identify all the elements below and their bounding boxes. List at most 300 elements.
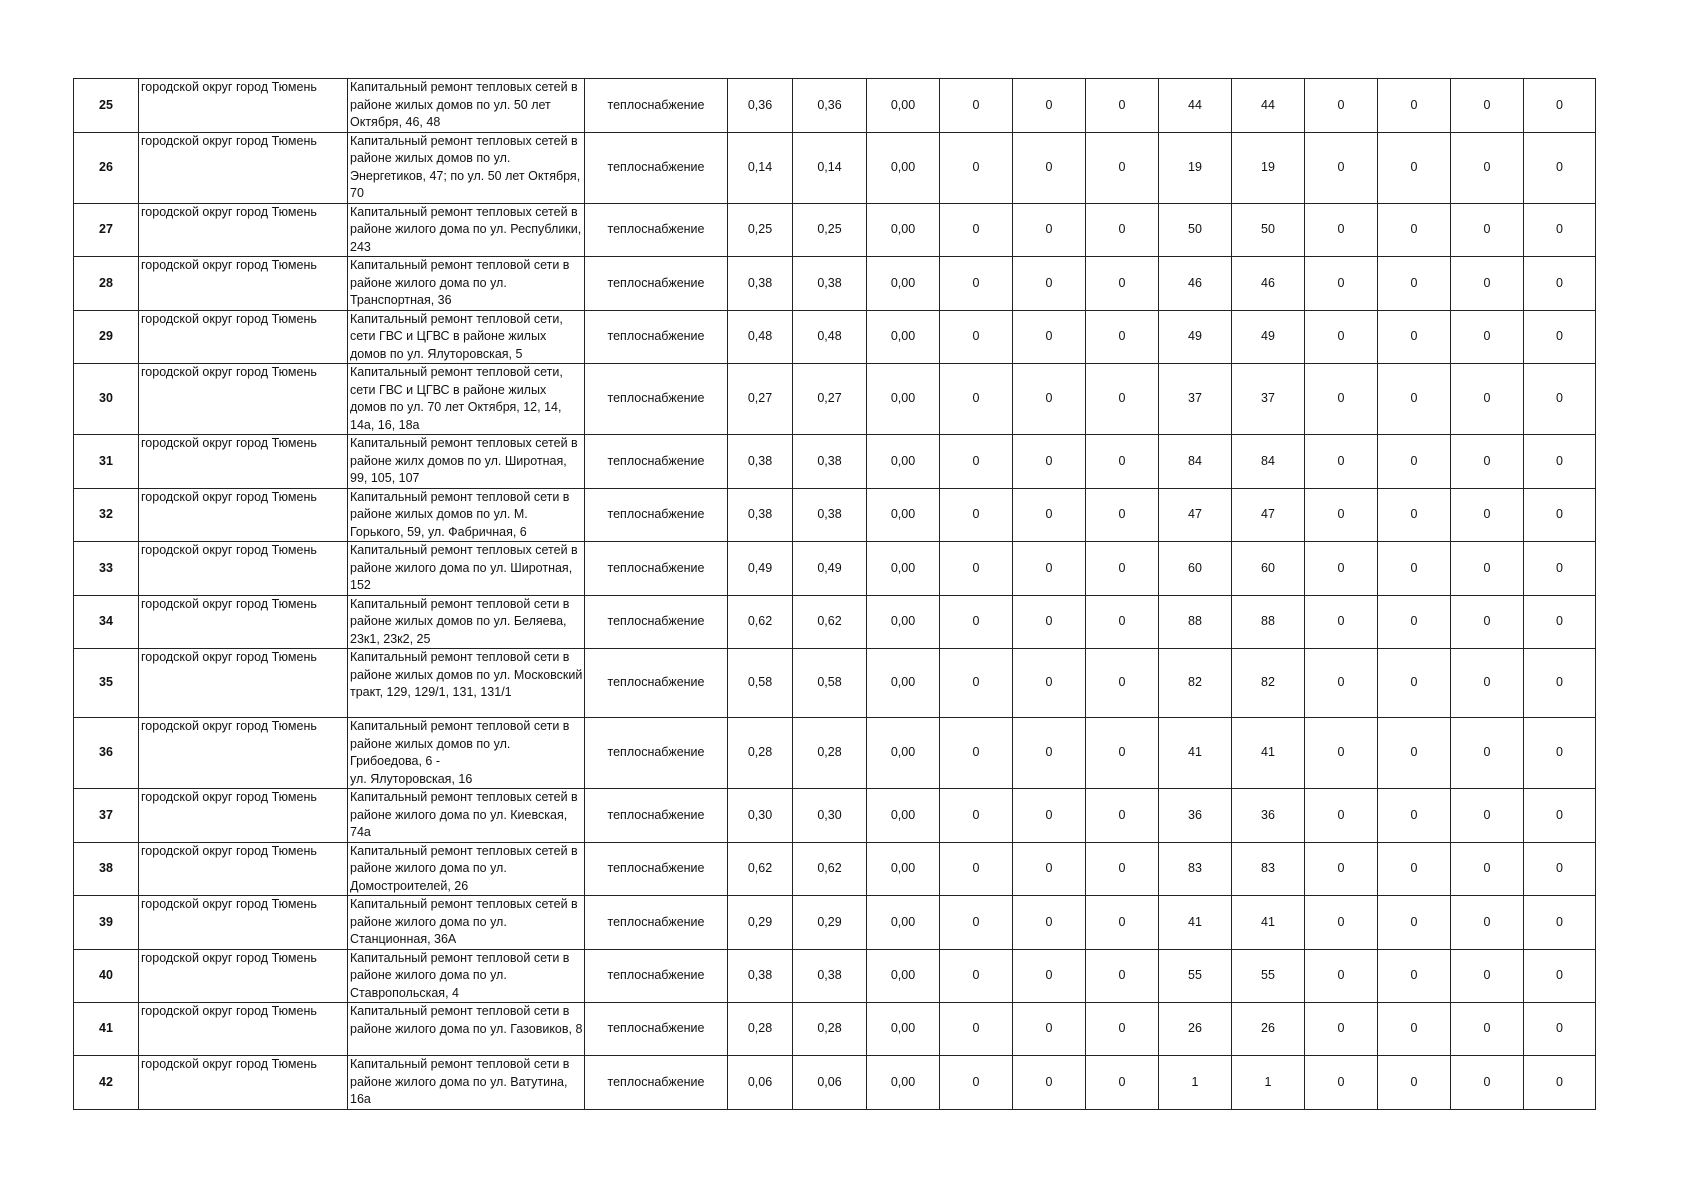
table-row — [74, 789, 1596, 843]
value-cell: 0 — [1524, 595, 1596, 649]
value-cell: 0 — [1086, 435, 1159, 489]
value-cell: 0,38 — [728, 949, 793, 1003]
value-cell: 0 — [1086, 257, 1159, 311]
table-row — [74, 488, 1596, 542]
value-cell: 0 — [940, 718, 1013, 789]
municipality-cell: городской округ город Тюмень — [139, 364, 348, 435]
row-number-cell: 36 — [74, 718, 139, 789]
value-cell: 0,30 — [793, 789, 867, 843]
value-cell: 0 — [1305, 718, 1378, 789]
table-row — [74, 310, 1596, 364]
value-cell: 44 — [1232, 79, 1305, 133]
value-cell: 0,36 — [793, 79, 867, 133]
value-cell: 0,29 — [793, 896, 867, 950]
value-cell: 0 — [940, 364, 1013, 435]
table-body — [74, 79, 1596, 1110]
value-cell: 46 — [1159, 257, 1232, 311]
work-type-cell: теплоснабжение — [585, 789, 728, 843]
value-cell: 36 — [1232, 789, 1305, 843]
value-cell: 0 — [1013, 896, 1086, 950]
value-cell: 0,38 — [728, 435, 793, 489]
value-cell: 84 — [1232, 435, 1305, 489]
value-cell: 60 — [1159, 542, 1232, 596]
value-cell: 1 — [1159, 1056, 1232, 1110]
table-row — [74, 649, 1596, 718]
value-cell: 0 — [1378, 435, 1451, 489]
value-cell: 0 — [1451, 896, 1524, 950]
value-cell: 0,58 — [728, 649, 793, 718]
description-cell: Капитальный ремонт тепловых сетей в районе жилх домов по ул. Широтная, 99, 105, 107 — [348, 435, 585, 489]
value-cell: 26 — [1159, 1003, 1232, 1056]
value-cell: 0,06 — [728, 1056, 793, 1110]
value-cell: 0 — [940, 1003, 1013, 1056]
value-cell: 0 — [1013, 718, 1086, 789]
municipality-cell: городской округ город Тюмень — [139, 1003, 348, 1056]
value-cell: 0 — [1378, 1003, 1451, 1056]
value-cell: 88 — [1159, 595, 1232, 649]
value-cell: 0,38 — [793, 949, 867, 1003]
municipality-cell: городской округ город Тюмень — [139, 949, 348, 1003]
table-row — [74, 896, 1596, 950]
value-cell: 0 — [1013, 364, 1086, 435]
value-cell: 0 — [1013, 542, 1086, 596]
value-cell: 0 — [1451, 1056, 1524, 1110]
table-row — [74, 718, 1596, 789]
value-cell: 0 — [1524, 896, 1596, 950]
table-row — [74, 435, 1596, 489]
municipality-cell: городской округ город Тюмень — [139, 310, 348, 364]
value-cell: 0 — [1524, 842, 1596, 896]
value-cell: 0,62 — [728, 842, 793, 896]
description-cell: Капитальный ремонт тепловых сетей в районе жилого дома по ул. Киевская, 74а — [348, 789, 585, 843]
value-cell: 0 — [1013, 649, 1086, 718]
work-type-cell: теплоснабжение — [585, 1056, 728, 1110]
work-type-cell: теплоснабжение — [585, 257, 728, 311]
description-cell: Капитальный ремонт тепловых сетей в районе жилых домов по ул. 50 лет Октября, 46, 48 — [348, 79, 585, 133]
description-cell: Капитальный ремонт тепловой сети, сети ГВС и ЦГВС в районе жилых домов по ул. 70 лет Октября, 12, 14, 14а, 16, 18а — [348, 364, 585, 435]
value-cell: 0 — [1086, 896, 1159, 950]
value-cell: 0,00 — [867, 842, 940, 896]
description-cell: Капитальный ремонт тепловой сети в районе жилого дома по ул. Газовиков, 8 — [348, 1003, 585, 1056]
value-cell: 41 — [1159, 718, 1232, 789]
value-cell: 0 — [940, 595, 1013, 649]
value-cell: 0 — [1378, 542, 1451, 596]
value-cell: 0 — [1451, 310, 1524, 364]
value-cell: 0 — [1451, 649, 1524, 718]
value-cell: 0 — [940, 132, 1013, 203]
value-cell: 0 — [1013, 435, 1086, 489]
value-cell: 0 — [1305, 649, 1378, 718]
value-cell: 0,49 — [793, 542, 867, 596]
table-row — [74, 542, 1596, 596]
value-cell: 0 — [1524, 649, 1596, 718]
value-cell: 41 — [1159, 896, 1232, 950]
table-row — [74, 1056, 1596, 1110]
value-cell: 46 — [1232, 257, 1305, 311]
value-cell: 41 — [1232, 896, 1305, 950]
value-cell: 0 — [1086, 542, 1159, 596]
value-cell: 0 — [1378, 842, 1451, 896]
row-number-cell: 30 — [74, 364, 139, 435]
value-cell: 0 — [1305, 789, 1378, 843]
table-row — [74, 132, 1596, 203]
value-cell: 0 — [1013, 842, 1086, 896]
description-cell: Капитальный ремонт тепловой сети в районе жилых домов по ул. Грибоедова, 6 - ул. Ялуторовская, 16 — [348, 718, 585, 789]
value-cell: 0,27 — [793, 364, 867, 435]
value-cell: 0 — [1378, 79, 1451, 133]
value-cell: 0 — [1378, 595, 1451, 649]
value-cell: 0 — [1451, 257, 1524, 311]
value-cell: 36 — [1159, 789, 1232, 843]
work-type-cell: теплоснабжение — [585, 1003, 728, 1056]
value-cell: 0 — [1013, 595, 1086, 649]
municipality-cell: городской округ город Тюмень — [139, 79, 348, 133]
value-cell: 0,00 — [867, 789, 940, 843]
value-cell: 0 — [1451, 718, 1524, 789]
value-cell: 0 — [1305, 310, 1378, 364]
description-cell: Капитальный ремонт тепловой сети в районе жилых домов по ул. Беляева, 23к1, 23к2, 25 — [348, 595, 585, 649]
value-cell: 0 — [1451, 949, 1524, 1003]
value-cell: 0 — [1086, 842, 1159, 896]
description-cell: Капитальный ремонт тепловой сети в районе жилого дома по ул. Ватутина, 16а — [348, 1056, 585, 1110]
value-cell: 0 — [1524, 257, 1596, 311]
description-cell: Капитальный ремонт тепловой сети, сети ГВС и ЦГВС в районе жилых домов по ул. Ялуторовская, 5 — [348, 310, 585, 364]
row-number-cell: 29 — [74, 310, 139, 364]
municipality-cell: городской округ город Тюмень — [139, 718, 348, 789]
value-cell: 0 — [1524, 718, 1596, 789]
value-cell: 0,25 — [793, 203, 867, 257]
value-cell: 0,30 — [728, 789, 793, 843]
municipality-cell: городской округ город Тюмень — [139, 132, 348, 203]
value-cell: 37 — [1232, 364, 1305, 435]
value-cell: 44 — [1159, 79, 1232, 133]
value-cell: 0 — [940, 79, 1013, 133]
value-cell: 0 — [940, 949, 1013, 1003]
value-cell: 0 — [1013, 789, 1086, 843]
value-cell: 0,00 — [867, 364, 940, 435]
work-type-cell: теплоснабжение — [585, 542, 728, 596]
value-cell: 0 — [1378, 718, 1451, 789]
work-type-cell: теплоснабжение — [585, 132, 728, 203]
value-cell: 0 — [1378, 1056, 1451, 1110]
value-cell: 0,00 — [867, 488, 940, 542]
value-cell: 0 — [1524, 435, 1596, 489]
value-cell: 0 — [1013, 1003, 1086, 1056]
value-cell: 0 — [1013, 203, 1086, 257]
value-cell: 0,25 — [728, 203, 793, 257]
value-cell: 0 — [1378, 488, 1451, 542]
value-cell: 0 — [1013, 310, 1086, 364]
value-cell: 0,62 — [793, 595, 867, 649]
value-cell: 0 — [1305, 542, 1378, 596]
value-cell: 0,38 — [728, 257, 793, 311]
value-cell: 0 — [1086, 718, 1159, 789]
document-page — [73, 78, 1595, 1110]
value-cell: 0,28 — [728, 718, 793, 789]
value-cell: 0,48 — [728, 310, 793, 364]
value-cell: 0,00 — [867, 949, 940, 1003]
work-type-cell: теплоснабжение — [585, 364, 728, 435]
value-cell: 0 — [1378, 896, 1451, 950]
value-cell: 0,29 — [728, 896, 793, 950]
value-cell: 0 — [1378, 257, 1451, 311]
value-cell: 55 — [1232, 949, 1305, 1003]
table-row — [74, 79, 1596, 133]
value-cell: 0 — [1013, 257, 1086, 311]
value-cell: 0,28 — [793, 1003, 867, 1056]
value-cell: 0 — [1013, 132, 1086, 203]
value-cell: 0,00 — [867, 649, 940, 718]
value-cell: 0 — [1451, 203, 1524, 257]
value-cell: 0 — [1305, 203, 1378, 257]
municipality-cell: городской округ город Тюмень — [139, 203, 348, 257]
value-cell: 0 — [1378, 310, 1451, 364]
description-cell: Капитальный ремонт тепловых сетей в районе жилого дома по ул. Станционная, 36А — [348, 896, 585, 950]
work-type-cell: теплоснабжение — [585, 595, 728, 649]
value-cell: 0,14 — [793, 132, 867, 203]
value-cell: 0 — [1086, 595, 1159, 649]
value-cell: 88 — [1232, 595, 1305, 649]
description-cell: Капитальный ремонт тепловой сети в районе жилых домов по ул. М. Горького, 59, ул. Фабричная, 6 — [348, 488, 585, 542]
value-cell: 0 — [1086, 364, 1159, 435]
description-cell: Капитальный ремонт тепловых сетей в районе жилого дома по ул. Широтная, 152 — [348, 542, 585, 596]
row-number-cell: 32 — [74, 488, 139, 542]
value-cell: 0 — [940, 257, 1013, 311]
row-number-cell: 35 — [74, 649, 139, 718]
value-cell: 0 — [1013, 949, 1086, 1003]
value-cell: 0,00 — [867, 896, 940, 950]
value-cell: 0 — [1305, 842, 1378, 896]
table-row — [74, 1003, 1596, 1056]
value-cell: 0 — [1524, 364, 1596, 435]
value-cell: 50 — [1159, 203, 1232, 257]
value-cell: 0 — [1451, 789, 1524, 843]
value-cell: 0,00 — [867, 132, 940, 203]
value-cell: 0 — [1378, 132, 1451, 203]
value-cell: 49 — [1159, 310, 1232, 364]
row-number-cell: 25 — [74, 79, 139, 133]
table-row — [74, 203, 1596, 257]
value-cell: 0 — [1451, 595, 1524, 649]
row-number-cell: 33 — [74, 542, 139, 596]
description-cell: Капитальный ремонт тепловых сетей в районе жилых домов по ул. Энергетиков, 47; по ул. 50 лет Октября, 70 — [348, 132, 585, 203]
value-cell: 0,00 — [867, 257, 940, 311]
value-cell: 0,00 — [867, 1003, 940, 1056]
value-cell: 0 — [1378, 789, 1451, 843]
value-cell: 0 — [1086, 789, 1159, 843]
value-cell: 0,49 — [728, 542, 793, 596]
value-cell: 0 — [940, 1056, 1013, 1110]
row-number-cell: 41 — [74, 1003, 139, 1056]
value-cell: 0 — [1305, 364, 1378, 435]
value-cell: 0 — [1305, 1056, 1378, 1110]
works-table — [73, 78, 1596, 1110]
value-cell: 0 — [940, 789, 1013, 843]
value-cell: 0 — [1451, 542, 1524, 596]
municipality-cell: городской округ город Тюмень — [139, 435, 348, 489]
value-cell: 0 — [1086, 132, 1159, 203]
description-cell: Капитальный ремонт тепловой сети в районе жилого дома по ул. Ставропольская, 4 — [348, 949, 585, 1003]
value-cell: 0 — [1524, 949, 1596, 1003]
value-cell: 0 — [1378, 949, 1451, 1003]
value-cell: 0 — [940, 203, 1013, 257]
municipality-cell: городской округ город Тюмень — [139, 649, 348, 718]
value-cell: 47 — [1232, 488, 1305, 542]
value-cell: 0,36 — [728, 79, 793, 133]
value-cell: 0 — [1305, 595, 1378, 649]
table-row — [74, 595, 1596, 649]
work-type-cell: теплоснабжение — [585, 718, 728, 789]
value-cell: 0 — [1524, 310, 1596, 364]
value-cell: 0 — [1378, 649, 1451, 718]
value-cell: 0 — [1305, 896, 1378, 950]
value-cell: 0 — [1305, 132, 1378, 203]
value-cell: 0 — [940, 896, 1013, 950]
value-cell: 0 — [1086, 203, 1159, 257]
description-cell: Капитальный ремонт тепловых сетей в районе жилого дома по ул. Домостроителей, 26 — [348, 842, 585, 896]
value-cell: 0 — [940, 842, 1013, 896]
value-cell: 0,48 — [793, 310, 867, 364]
value-cell: 0,00 — [867, 310, 940, 364]
value-cell: 0 — [1451, 132, 1524, 203]
value-cell: 0,62 — [793, 842, 867, 896]
value-cell: 0 — [1451, 364, 1524, 435]
municipality-cell: городской округ город Тюмень — [139, 842, 348, 896]
value-cell: 0 — [940, 649, 1013, 718]
value-cell: 0 — [1378, 364, 1451, 435]
value-cell: 19 — [1159, 132, 1232, 203]
value-cell: 0 — [1524, 1056, 1596, 1110]
work-type-cell: теплоснабжение — [585, 435, 728, 489]
value-cell: 0 — [1451, 79, 1524, 133]
work-type-cell: теплоснабжение — [585, 310, 728, 364]
value-cell: 49 — [1232, 310, 1305, 364]
row-number-cell: 38 — [74, 842, 139, 896]
row-number-cell: 40 — [74, 949, 139, 1003]
municipality-cell: городской округ город Тюмень — [139, 595, 348, 649]
value-cell: 0 — [1013, 79, 1086, 133]
value-cell: 55 — [1159, 949, 1232, 1003]
description-cell: Капитальный ремонт тепловой сети в районе жилого дома по ул. Транспортная, 36 — [348, 257, 585, 311]
value-cell: 0 — [1086, 488, 1159, 542]
value-cell: 0,28 — [728, 1003, 793, 1056]
value-cell: 0 — [1524, 203, 1596, 257]
description-cell: Капитальный ремонт тепловой сети в районе жилых домов по ул. Московский тракт, 129, 129/1, 131, 131/1 — [348, 649, 585, 718]
value-cell: 0,38 — [793, 488, 867, 542]
value-cell: 0,38 — [793, 257, 867, 311]
table-row — [74, 257, 1596, 311]
table-row — [74, 364, 1596, 435]
value-cell: 0,00 — [867, 718, 940, 789]
row-number-cell: 27 — [74, 203, 139, 257]
value-cell: 0,06 — [793, 1056, 867, 1110]
municipality-cell: городской округ город Тюмень — [139, 257, 348, 311]
work-type-cell: теплоснабжение — [585, 949, 728, 1003]
value-cell: 0 — [1013, 488, 1086, 542]
value-cell: 41 — [1232, 718, 1305, 789]
row-number-cell: 34 — [74, 595, 139, 649]
value-cell: 0 — [1086, 649, 1159, 718]
value-cell: 0,00 — [867, 595, 940, 649]
work-type-cell: теплоснабжение — [585, 203, 728, 257]
value-cell: 37 — [1159, 364, 1232, 435]
work-type-cell: теплоснабжение — [585, 896, 728, 950]
value-cell: 0,14 — [728, 132, 793, 203]
row-number-cell: 28 — [74, 257, 139, 311]
municipality-cell: городской округ город Тюмень — [139, 1056, 348, 1110]
value-cell: 50 — [1232, 203, 1305, 257]
value-cell: 0 — [940, 488, 1013, 542]
value-cell: 0,00 — [867, 542, 940, 596]
value-cell: 0 — [1305, 949, 1378, 1003]
value-cell: 0 — [1451, 842, 1524, 896]
municipality-cell: городской округ город Тюмень — [139, 896, 348, 950]
work-type-cell: теплоснабжение — [585, 79, 728, 133]
value-cell: 1 — [1232, 1056, 1305, 1110]
value-cell: 0 — [1305, 79, 1378, 133]
value-cell: 0,00 — [867, 79, 940, 133]
description-cell: Капитальный ремонт тепловых сетей в районе жилого дома по ул. Республики, 243 — [348, 203, 585, 257]
value-cell: 0 — [1086, 1056, 1159, 1110]
row-number-cell: 42 — [74, 1056, 139, 1110]
value-cell: 0 — [1524, 789, 1596, 843]
value-cell: 0,00 — [867, 435, 940, 489]
value-cell: 19 — [1232, 132, 1305, 203]
value-cell: 0 — [1524, 79, 1596, 133]
value-cell: 0,58 — [793, 649, 867, 718]
value-cell: 84 — [1159, 435, 1232, 489]
value-cell: 0 — [1524, 132, 1596, 203]
value-cell: 0 — [1378, 203, 1451, 257]
value-cell: 0 — [1305, 488, 1378, 542]
municipality-cell: городской округ город Тюмень — [139, 542, 348, 596]
value-cell: 0 — [1524, 542, 1596, 596]
row-number-cell: 39 — [74, 896, 139, 950]
value-cell: 0 — [1086, 949, 1159, 1003]
municipality-cell: городской округ город Тюмень — [139, 488, 348, 542]
value-cell: 0,28 — [793, 718, 867, 789]
value-cell: 60 — [1232, 542, 1305, 596]
row-number-cell: 31 — [74, 435, 139, 489]
value-cell: 26 — [1232, 1003, 1305, 1056]
value-cell: 0 — [1086, 79, 1159, 133]
table-row — [74, 949, 1596, 1003]
value-cell: 0,00 — [867, 203, 940, 257]
value-cell: 0,27 — [728, 364, 793, 435]
value-cell: 0 — [1451, 488, 1524, 542]
municipality-cell: городской округ город Тюмень — [139, 789, 348, 843]
value-cell: 0 — [1305, 1003, 1378, 1056]
value-cell: 82 — [1232, 649, 1305, 718]
value-cell: 83 — [1159, 842, 1232, 896]
row-number-cell: 37 — [74, 789, 139, 843]
value-cell: 0 — [1524, 1003, 1596, 1056]
value-cell: 0 — [940, 310, 1013, 364]
value-cell: 0 — [1305, 435, 1378, 489]
value-cell: 0,00 — [867, 1056, 940, 1110]
value-cell: 47 — [1159, 488, 1232, 542]
value-cell: 0 — [1451, 435, 1524, 489]
value-cell: 0 — [940, 435, 1013, 489]
value-cell: 0 — [1086, 310, 1159, 364]
value-cell: 82 — [1159, 649, 1232, 718]
value-cell: 0 — [1305, 257, 1378, 311]
value-cell: 0,38 — [793, 435, 867, 489]
value-cell: 0 — [1524, 488, 1596, 542]
value-cell: 0,38 — [728, 488, 793, 542]
value-cell: 0 — [940, 542, 1013, 596]
work-type-cell: теплоснабжение — [585, 488, 728, 542]
